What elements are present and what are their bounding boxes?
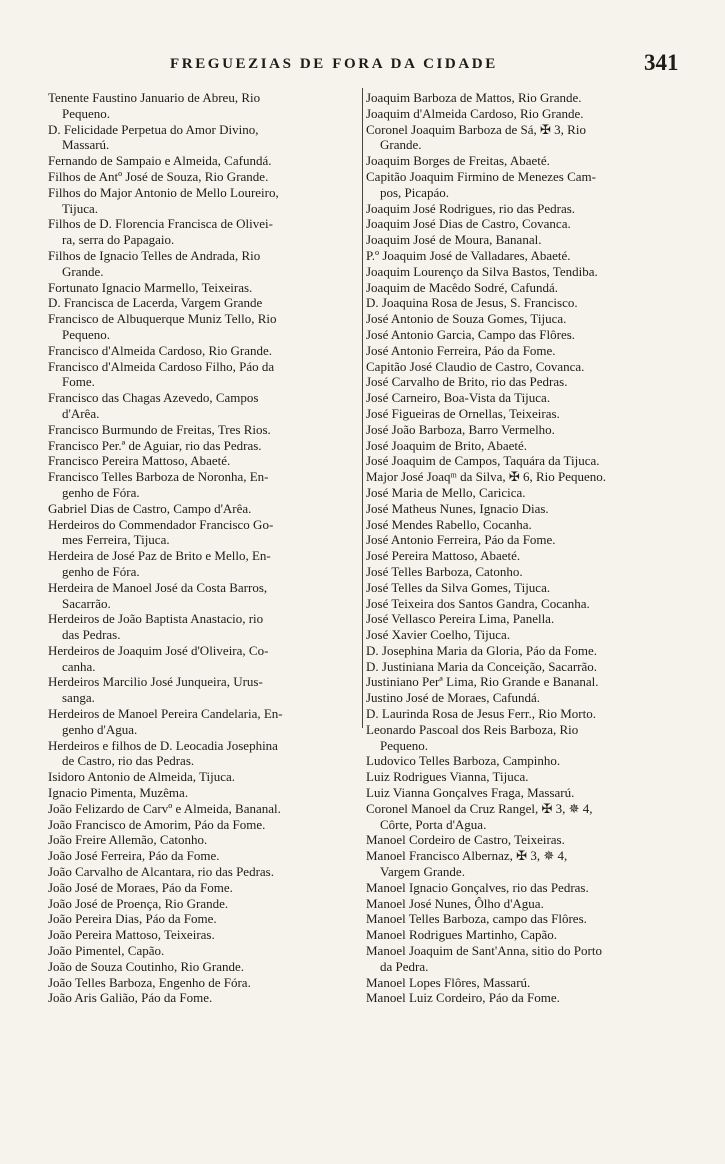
directory-entry [48, 738, 360, 770]
directory-entry [48, 674, 360, 706]
entry-line: D. Francisca de Lacerda, Vargem Grande [48, 295, 263, 311]
directory-entry [48, 785, 360, 801]
directory-entry [366, 880, 680, 896]
directory-entry [366, 548, 680, 564]
entry-line: José Mendes Rabello, Cocanha. [366, 516, 532, 532]
directory-entry [366, 264, 680, 280]
entry-line: Francisco d'Almeida Cardoso Filho, Páo da [48, 358, 275, 374]
directory-entry [48, 469, 360, 501]
entry-continuation: sanga. [62, 690, 95, 706]
entry-line: José Vellasco Pereira Lima, Panella. [366, 611, 555, 627]
directory-entry [366, 501, 680, 517]
entry-line: Joaquim Borges de Freitas, Abaeté. [366, 153, 550, 169]
entry-line: Justino José de Moraes, Cafundá. [366, 690, 541, 706]
entry-line: José João Barboza, Barro Vermelho. [366, 421, 555, 437]
entry-line: D. Felicidade Perpetua do Amor Divino, [48, 121, 259, 137]
entry-continuation: de Castro, rio das Pedras. [62, 753, 195, 769]
directory-entry [366, 801, 680, 833]
page-title: FREGUEZIAS DE FORA DA CIDADE [170, 56, 498, 72]
entry-line: João Pereira Dias, Páo da Fome. [48, 911, 217, 927]
entry-continuation: das Pedras. [62, 627, 121, 643]
entry-line: Francisco Burmundo de Freitas, Tres Rios. [48, 421, 271, 437]
entry-line: Capitão José Claudio de Castro, Covanca. [366, 358, 585, 374]
entry-line: João Carvalho de Alcantara, rio das Pedras. [48, 864, 274, 880]
entry-line: José Teixeira dos Santos Gandra, Cocanha. [366, 595, 590, 611]
entry-line: Filhos do Major Antonio de Mello Loureiro, [48, 184, 279, 200]
directory-entry [48, 848, 360, 864]
entry-continuation: ra, serra do Papagaio. [62, 232, 175, 248]
entry-line: Manoel José Nunes, Ôlho d'Agua. [366, 895, 544, 911]
entry-line: João de Souza Coutinho, Rio Grande. [48, 958, 245, 974]
entry-line: José Figueiras de Ornellas, Teixeiras. [366, 405, 560, 421]
directory-entry [366, 422, 680, 438]
directory-entry [48, 343, 360, 359]
directory-entry [48, 295, 360, 311]
directory-entry [48, 438, 360, 454]
directory-entry [366, 248, 680, 264]
entry-line: Manoel Luiz Cordeiro, Páo da Fome. [366, 990, 560, 1006]
entry-line: José Xavier Coelho, Tijuca. [366, 627, 511, 643]
directory-entry [366, 627, 680, 643]
entry-line: Francisco de Albuquerque Muniz Tello, Rio [48, 311, 277, 327]
entry-line: Manoel Francisco Albernaz, ✠ 3, ✵ 4, [366, 848, 568, 864]
directory-entry [366, 848, 680, 880]
directory-entry [48, 580, 360, 612]
directory-entry [48, 990, 360, 1006]
entry-line: Joaquim d'Almeida Cardoso, Rio Grande. [366, 105, 584, 121]
entry-continuation: da Pedra. [380, 958, 429, 974]
entry-line: D. Joaquina Rosa de Jesus, S. Francisco. [366, 295, 578, 311]
entry-line: José Telles Barboza, Catonho. [366, 563, 523, 579]
entry-line: Herdeiros de João Baptista Anastacio, rio [48, 611, 264, 627]
entry-line: Tenente Faustino Januario de Abreu, Rio [48, 90, 261, 105]
entry-continuation: d'Arêa. [62, 405, 100, 421]
entry-line: Francisco d'Almeida Cardoso, Rio Grande. [48, 342, 273, 358]
directory-entry [366, 643, 680, 659]
entry-line: Francisco das Chagas Azevedo, Campos [48, 390, 259, 406]
entry-line: José Carvalho de Brito, rio das Pedras. [366, 374, 568, 390]
entry-continuation: genho de Fóra. [62, 563, 140, 579]
directory-entry [366, 90, 680, 106]
directory-entry [366, 280, 680, 296]
directory-entry [366, 359, 680, 375]
directory-entry [366, 374, 680, 390]
entry-line: Francisco Telles Barboza de Noronha, En- [48, 469, 269, 485]
entry-line: Joaquim José Rodrigues, rio das Pedras. [366, 200, 576, 216]
directory-entry [48, 501, 360, 517]
entry-line: Major José Joaqᵐ da Silva, ✠ 6, Rio Pequeno. [366, 469, 607, 485]
entry-line: Herdeiros de Manoel Pereira Candelaria, En- [48, 706, 283, 722]
entry-line: Herdeiros Marcilio José Junqueira, Urus- [48, 674, 263, 690]
directory-entry [48, 801, 360, 817]
directory-entry [48, 643, 360, 675]
entry-line: João Pimentel, Capão. [48, 943, 165, 959]
directory-entry [366, 532, 680, 548]
directory-entry [366, 927, 680, 943]
entry-line: Coronel Manoel da Cruz Rangel, ✠ 3, ✵ 4, [366, 800, 593, 816]
entry-line: D. Josephina Maria da Gloria, Páo da Fome. [366, 642, 598, 658]
entry-line: João Aris Galião, Páo da Fome. [48, 990, 213, 1006]
directory-entry [366, 343, 680, 359]
directory-entry [366, 517, 680, 533]
directory-entry [366, 122, 680, 154]
entry-continuation: Pequeno. [62, 105, 111, 121]
directory-entry [48, 422, 360, 438]
entry-continuation: Fome. [62, 374, 95, 390]
directory-entry [48, 896, 360, 912]
directory-entry [366, 216, 680, 232]
directory-entry [366, 785, 680, 801]
entry-line: Manoel Telles Barboza, campo das Flôres. [366, 911, 587, 927]
entry-line: José Matheus Nunes, Ignacio Dias. [366, 500, 549, 516]
directory-entry [366, 201, 680, 217]
directory-entry [366, 153, 680, 169]
entry-continuation: Massarú. [62, 137, 110, 153]
directory-entry [366, 975, 680, 991]
entry-line: Leonardo Pascoal dos Reis Barboza, Rio [366, 721, 579, 737]
entry-line: José Joaquim de Brito, Abaeté. [366, 437, 528, 453]
entry-continuation: Grande. [62, 263, 104, 279]
directory-entry [48, 548, 360, 580]
entry-line: Ignacio Pimenta, Muzêma. [48, 785, 189, 801]
entry-continuation: genho d'Agua. [62, 721, 138, 737]
left-column [48, 90, 360, 1006]
directory-entry [366, 674, 680, 690]
directory-entry [366, 690, 680, 706]
directory-entry [366, 753, 680, 769]
entry-line: Manoel Ignacio Gonçalves, rio das Pedras. [366, 879, 589, 895]
directory-entry [366, 769, 680, 785]
directory-entry [366, 659, 680, 675]
entry-line: João José Ferreira, Páo da Fome. [48, 848, 220, 864]
right-column [366, 90, 680, 1006]
entry-line: João José de Proença, Rio Grande. [48, 895, 229, 911]
page-header [0, 52, 725, 82]
directory-entry [366, 406, 680, 422]
directory-entry [48, 122, 360, 154]
directory-entry [48, 390, 360, 422]
directory-entry [366, 390, 680, 406]
page-number: 341 [644, 50, 679, 75]
directory-entry [48, 280, 360, 296]
entry-line: Herdeiros de Joaquim José d'Oliveira, Co- [48, 642, 269, 658]
directory-entry [366, 327, 680, 343]
directory-entry [48, 959, 360, 975]
entry-line: Joaquim Barboza de Mattos, Rio Grande. [366, 90, 582, 105]
entry-line: Manoel Cordeiro de Castro, Teixeiras. [366, 832, 565, 848]
directory-entry [366, 596, 680, 612]
directory-entry [48, 153, 360, 169]
directory-entry [48, 248, 360, 280]
entry-line: José Maria de Mello, Caricica. [366, 484, 526, 500]
entry-continuation: mes Ferreira, Tijuca. [62, 532, 170, 548]
directory-entry [48, 311, 360, 343]
directory-entry [366, 469, 680, 485]
directory-entry [48, 517, 360, 549]
directory-entry [366, 438, 680, 454]
entry-continuation: pos, Picapáo. [380, 184, 449, 200]
entry-line: Herdeira de Manoel José da Costa Barros, [48, 579, 268, 595]
entry-line: Gabriel Dias de Castro, Campo d'Arêa. [48, 500, 252, 516]
entry-line: Filhos de Ignacio Telles de Andrada, Rio [48, 247, 261, 263]
entry-continuation: Côrte, Porta d'Agua. [380, 816, 487, 832]
directory-entry [366, 232, 680, 248]
entry-line: José Telles da Silva Gomes, Tijuca. [366, 579, 551, 595]
directory-entry [48, 911, 360, 927]
directory-entry [366, 722, 680, 754]
directory-entry [48, 359, 360, 391]
directory-entry [48, 185, 360, 217]
directory-entry [366, 311, 680, 327]
entry-line: Joaquim Lourenço da Silva Bastos, Tendiba. [366, 263, 598, 279]
entry-continuation: canha. [62, 658, 96, 674]
entry-line: Fernando de Sampaio e Almeida, Cafundá. [48, 153, 272, 169]
entry-continuation: Sacarrão. [62, 595, 111, 611]
entry-continuation: Pequeno. [380, 737, 429, 753]
entry-line: Luiz Rodrigues Vianna, Tijuca. [366, 769, 529, 785]
entry-continuation: Vargem Grande. [380, 864, 465, 880]
directory-entry [48, 216, 360, 248]
directory-entry [366, 169, 680, 201]
entry-line: Joaquim José Dias de Castro, Covanca. [366, 216, 571, 232]
directory-entry [366, 911, 680, 927]
entry-line: Luiz Vianna Gonçalves Fraga, Massarú. [366, 785, 575, 801]
directory-entry [366, 943, 680, 975]
directory-entry [48, 880, 360, 896]
entry-line: Herdeiros do Commendador Francisco Go- [48, 516, 274, 532]
entry-line: José Antonio de Souza Gomes, Tijuca. [366, 311, 567, 327]
directory-entry [366, 611, 680, 627]
entry-line: João Pereira Mattoso, Teixeiras. [48, 927, 215, 943]
directory-entry [366, 832, 680, 848]
entry-line: Isidoro Antonio de Almeida, Tijuca. [48, 769, 236, 785]
directory-entry [48, 975, 360, 991]
entry-line: Coronel Joaquim Barboza de Sá, ✠ 3, Rio [366, 121, 586, 137]
column-divider [362, 88, 363, 728]
directory-entry [366, 564, 680, 580]
entry-line: Manoel Joaquim de Sant'Anna, sitio do Porto [366, 943, 602, 959]
directory-entry [48, 864, 360, 880]
entry-line: Ludovico Telles Barboza, Campinho. [366, 753, 561, 769]
directory-entry [48, 706, 360, 738]
entry-line: José Antonio Ferreira, Páo da Fome. [366, 532, 556, 548]
entry-continuation: Tijuca. [62, 200, 98, 216]
directory-entry [366, 106, 680, 122]
entry-line: João Felizardo de Carvº e Almeida, Bananal. [48, 800, 281, 816]
directory-entry [48, 943, 360, 959]
directory-entry [48, 611, 360, 643]
directory-entry [48, 832, 360, 848]
entry-line: Joaquim José de Moura, Bananal. [366, 232, 542, 248]
entry-line: José Joaquim de Campos, Taquára da Tijuca. [366, 453, 600, 469]
entry-line: José Pereira Mattoso, Abaeté. [366, 548, 521, 564]
entry-line: Joaquim de Macêdo Sodré, Cafundá. [366, 279, 559, 295]
directory-entry [366, 295, 680, 311]
directory-entry [366, 990, 680, 1006]
directory-entry [48, 453, 360, 469]
entry-line: P.º Joaquim José de Valladares, Abaeté. [366, 247, 571, 263]
directory-entry [48, 169, 360, 185]
entry-line: José Antonio Garcia, Campo das Flôres. [366, 326, 576, 342]
directory-entry [366, 453, 680, 469]
entry-line: Francisco Per.ª de Aguiar, rio das Pedras. [48, 437, 262, 453]
entry-line: João Freire Allemão, Catonho. [48, 832, 208, 848]
entry-continuation: genho de Fóra. [62, 484, 140, 500]
entry-line: Manoel Rodrigues Martinho, Capão. [366, 927, 557, 943]
entry-line: Justiniano Perª Lima, Rio Grande e Bananal. [366, 674, 599, 690]
entry-line: Capitão Joaquim Firmino de Menezes Cam- [366, 168, 596, 184]
directory-entry [366, 485, 680, 501]
directory-entry [366, 896, 680, 912]
entry-line: José Carneiro, Boa-Vista da Tijuca. [366, 390, 551, 406]
entry-line: José Antonio Ferreira, Páo da Fome. [366, 342, 556, 358]
entry-line: D. Laurinda Rosa de Jesus Ferr., Rio Morto. [366, 706, 597, 722]
entry-line: Francisco Pereira Mattoso, Abaeté. [48, 453, 231, 469]
entry-line: Filhos de D. Florencia Francisca de Olivei- [48, 216, 273, 232]
entry-line: João Telles Barboza, Engenho de Fóra. [48, 974, 251, 990]
entry-line: D. Justiniana Maria da Conceição, Sacarrão. [366, 658, 598, 674]
directory-entry [48, 927, 360, 943]
entry-continuation: Grande. [380, 137, 422, 153]
entry-line: João Francisco de Amorim, Páo da Fome. [48, 816, 266, 832]
entry-line: Filhos de Antº José de Souza, Rio Grande. [48, 168, 269, 184]
directory-entry [48, 769, 360, 785]
directory-entry [48, 817, 360, 833]
entry-line: Manoel Lopes Flôres, Massarú. [366, 974, 531, 990]
entry-line: João José de Moraes, Páo da Fome. [48, 879, 233, 895]
directory-entry [366, 580, 680, 596]
entry-continuation: Pequeno. [62, 326, 111, 342]
directory-entry [48, 90, 360, 122]
entry-line: Herdeira de José Paz de Brito e Mello, En- [48, 548, 271, 564]
entry-line: Fortunato Ignacio Marmello, Teixeiras. [48, 279, 253, 295]
directory-entry [366, 706, 680, 722]
entry-line: Herdeiros e filhos de D. Leocadia Josephina [48, 737, 278, 753]
